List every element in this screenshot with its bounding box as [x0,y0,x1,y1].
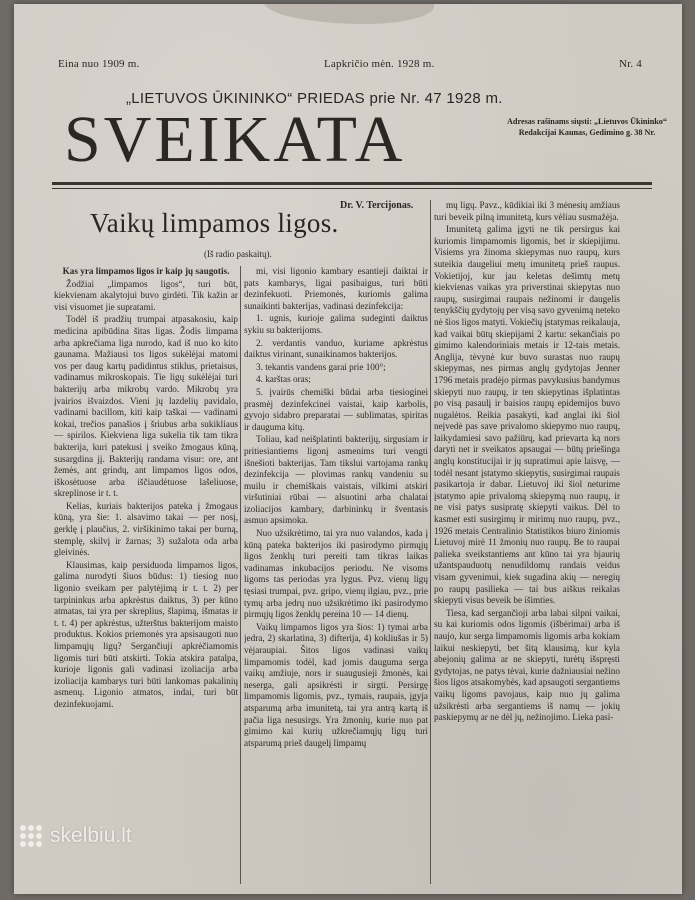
section-subheading: Kas yra limpamos ligos ir kaip jų saugotis. [62,266,230,276]
paragraph: Todėl iš pradžių trumpai atpasakosiu, kaip medicina apibūdina šitas ligas. Žodis limpama arba apkrečiama liga nurodo, kad iš nuo ko kito gaunama. Mažiausi tos ligos sukėlėjai matomi vos per daug kartų padidintus stiklus, prietaisus, vadinamus mikroskopais. Tie ligų sukėlėjai turi bakterijų arba mikrobų vardo. Mikrobų yra įvairios išvaizdos. Vieni jų lazdelių pavidalo, vadinami bacillom, kiti kaip taškai — vadinami kokai, trečios panašios į šriubus arba sukikliaus — spirilos. Kiekviena liga sukelia tik tam tikra bakterija, kuri patekusi į sveiko žmogaus kūną, susargdina jį. Bakterijų randama visur: ore, ant žemės, ant grindų, ant limpamos ligos odos, iškosėtuose arba iščiaudėtuose lašeliuose, skreplinose ir t. t. [54,314,238,499]
text-column-1 [54,266,238,886]
column-separator [240,266,241,884]
paragraph: Žodžiai „limpamos ligos“, turi būt, kiekvienam akalytojui buvo girdėti. Tik kažin ar visi visuomet jie supratami. [54,278,238,312]
article-author: Dr. V. Tercijonas. [340,200,414,211]
paragraph: Nuo užsikrėtimo, tai yra nuo valandos, kada į kūną pateka bakterijos iki pasirodymo pirmųjų ligos ženklų turi pereiti tam tikras laikas vadinamas inkubacijos periodu. Ne visoms ligoms tas periodas yra lygus. Pvz. vienų ligų tęsiasi trumpai, pvz. gripo, vienų ilgiau, pvz., prie tymų arba jedrų nuo užsikrėtimo iki pasirodymo pirmųjų ligos ženklų pereina 10 — 14 dienų. [244,528,428,620]
watermark-logo-icon [20,825,42,847]
column-separator [430,200,431,884]
paragraph: Tiesa, kad sergančioji arba labai silpni vaikai, su kai kuriomis odos ligomis (išbėrimai) arba iš naujo, kur serga limpamomis ligomis arba kokiam laikui neskiepyti, bet šitą klausimą, kur kyla abejonių galima ar ne skiepyti, turėtų išspręsti gydytojas, ne patys tėvai, kurie dažniausiai nežino šios ligos atsakomybės, kad apsaugoti sergantiems vaikų ligoms pavojaus, kaip nuo jų galima užsikrėsti arba sergantiems iš namų — jokių paskiepymų ar ne dėl jų, nežinojimo. Lieka pasi- [434,607,620,723]
text-column-2 [244,266,428,886]
paragraph: mi, visi ligonio kambary esantieji daiktai ir pats kambarys, ligai pasibaigus, turi būti dezinfekuoti. Priemonės, kuriomis galima sunaikinti bakterijas, vadinasi dezinfekcija: [244,266,428,311]
paragraph: 5. įvairūs chemiški būdai arba tiesioginei prasmėj dezinfekcinei vaistai, kaip karbolis, gyvojo sidabro preparatai — sublimatas, spiritas ir dauguma kitų. [244,386,428,432]
paragraph: 3. tekantis vandens garai prie 100°; [256,361,386,372]
paragraph: 4. karštas oras; [256,374,311,385]
paragraph: 2. verdantis vanduo, kuriame apkrėstus daiktus virinant, sunaikinamos bakterijos. [244,337,428,360]
issue-number: Nr. 4 [618,58,642,70]
paragraph: Toliau, kad neišplatinti bakterijų, sirgusiam ir pritiesiantiems ligonį asmenims turi vengti išnešioti bakterijas. Tam tikslui vartojama rankų dezinfekcija — plovimas rankų vandeniu su muilu ir chemiškais vaistais, vilkimi atskiri viršutiniai rūbai — alsuotini arba chalatai izoliacijos kambary, darbininkų ir šventasis asmuo apsimoka. [244,434,428,526]
masthead-rule-thin [52,188,652,189]
supplement-line: „LIETUVOS ŪKININKO“ PRIEDAS prie Nr. 47 1928 m. [126,90,503,107]
editorial-address: Adresas rašinams siųsti: „Lietuvos Ūkininko“ Redakcijai Kaunas, Gedimino g. 38 Nr. [507,117,667,137]
article-title: Vaikų limpamos ligos. [90,208,339,238]
paragraph: Kelias, kuriais bakterijos pateka į žmogaus kūną, yra šie: 1. alsavimo takai — per nosį, gerklę į plaučius, 2. viršikinimo takai per burną, stemplę, skilvį ir žarnas; 3) sužalota oda arba gleivinės. [54,500,238,558]
paragraph: Klausimas, kaip persiduoda limpamos ligos, galima nurodyti šiuos būdus: 1) tiesiog nuo ligonio sveikam per palytėjimą ir t. t. 2) per tarpininkus arba apkrėstus daiktus, 3) per kūno atmatas, tai yra per skreplius, šlapimą, išmatas ir t. t. 4) per apkrėstus, užterštus bakterijom maisto produktus. Kokios priemonės yra apsisaugoti nuo limpamųjų ligų? Sergančiuji apkrėčiamomis ligomis turi būti atskirti. Tokia atskira patalpa, kurioje ligonis gali vadinasi izoliacija arba izoliacija kambarys turi būti lankomas pakalinių asmenų. Ligonio atmatos, indai, turi būt dezinfekuojami. [54,559,238,709]
masthead-rule-thick [52,182,652,185]
paragraph: 1. ugnis, kurioje galima sudeginti daiktus sykiu su bakterijoms. [244,313,428,335]
issue-date: Lapkričio mėn. 1928 m. [324,58,435,70]
masthead-title: SVEIKATA [64,103,406,176]
paragraph: mų ligų. Pavz., kūdikiai iki 3 mėnesių amžiaus turi beveik pilną imunitetą, kurs vėliau susmažėja. [434,200,620,222]
newspaper-page [14,4,682,894]
article-source-note: (Iš radio paskaitų). [204,249,272,259]
torn-paper-edge [264,4,434,24]
founding-note: Eina nuo 1909 m. [58,58,140,70]
site-watermark [20,824,132,848]
text-column-3 [434,200,620,886]
header-info-line [58,58,642,70]
watermark-text: skelbiu.lt [50,824,132,847]
paragraph: Vaikų limpamos ligos yra šios: 1) tymai arba jedra, 2) skarlatina, 3) difterija, 4) kokliušas ir 5) vėjaraupiai. Šitos ligos vadinasi vaikų limpamomis todėl, kad jomis dauguma serga vaikų amžiuje, nors ir suaugusieji žmonės, kai neserga, gali apsikrėsti ir sirgti. Persirgę limpamomis ligomis, pvz., tymais, raupais, įgyja atsparumą arba imunitetą, tai yra antrą kartą iš pačia liga nesusirgs. Yra žmonių, kurie nuo pat gimimo kai kurių užkrečiamųjų ligų turi atsparumą prieš daugelį limpamų [244,621,428,748]
paragraph: Imunitetą galima įgyti ne tik persirgus kai kuriomis limpamomis ligomis, bet ir skiepijimu. Visiems yra žinoma skiepymas nuo raupų, kurs suteikia daugeliui metų imunitetą prieš raupus. Vokietijoj, kur jau keletas dešimtų metų kiekvienas vaikas yra priverstinai skiepytas nuo raupų, susirgimai raupais nežinomi ir daugelis tenykščių gydytojų per visą savo gyvenimą neteko nė šios ligos matyti. Vokiečių įstatymas reikalauja, kad vaikai būtų skiepijami 2 kartu: sekančiais po gimimo kalendoriniais metais ir 12-tais metais. Anglija, tėvynė kur buvo surastas nuo raupų skiepymas, nes pirmas anglų gydytojas Jenner 1796 metais pradėjo pirmas pavykusius bandymus skiepyti nuo raupų, ir ten skiepytinas išplatintas po visą pasaulį ir baisios raupų epidemijos buvo nugalėtos. Reikia pasakyti, kad anglai iki šiol neįvedė pas save privalomo skiepymo nuo raupų, laikydamiesi savo pažiūrų, kad prievarta ką nors daryti net ir sveikatos apsaugai — būtų priešinga anglų konstitucijai ir jų supratimui apie laisvę, — todėl nesant įstatymo skiepytis, susirgimai raupais pasikartoja ir dabar. Lietuvoj iki šiol neturime įstatymo apie privalomą skiepymą nuo raupų, ir ne visi patys susipratę skiepyti vaikus. Dėl to kasmet esti susirgimų ir mirimų nuo raupų, pvz., 1926 metais Centralinio Statistikos biuro žiniomis Lietuvoj mirė 11 žmonių nuo raupų. Be to raupai palieka sveikstantiems ant kūno tai yra bjaurių užantspauduotų nenudildomų randais veidus visam gyvenimui, kiek sugadina akių — neregių po raupų pasilieka — tai bus aiškus reikalas skiepyti visus beveik be išimties. [434,224,620,606]
